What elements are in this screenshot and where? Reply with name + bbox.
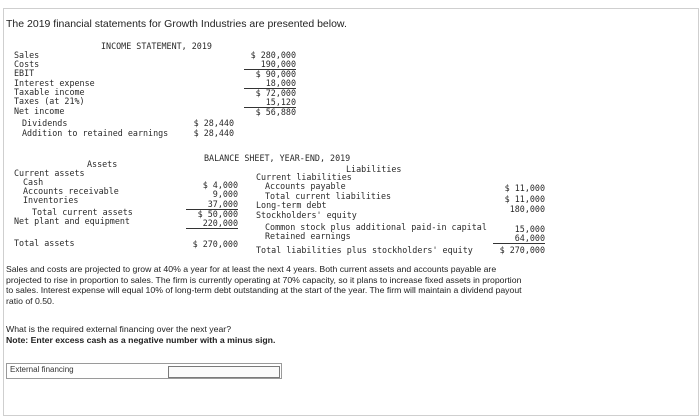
total-current-assets-label: Total current assets [32, 207, 133, 217]
intro-text: The 2019 financial statements for Growth Industries are presented below. [6, 18, 347, 30]
total-assets-value: $ 270,000 [192, 239, 238, 249]
cash-label: Cash [23, 177, 44, 187]
income-label-interest: Interest expense [14, 78, 95, 88]
income-value-net: $ 56,880 [255, 107, 296, 117]
paragraph-line-2: projected to rise in proportion to sales. The firm is currently operating at 70% capacity, so it plans to increase fixed assets in proportion [6, 275, 522, 285]
income-label-net: Net income [14, 106, 65, 116]
income-value-retained: $ 28,440 [193, 128, 234, 138]
assets-header: Assets [87, 159, 118, 169]
total-current-assets-value: $ 50,000 [197, 209, 238, 219]
income-value-interest: 18,000 [244, 79, 296, 89]
income-value-sales: $ 280,000 [250, 50, 296, 60]
net-plant-label: Net plant and equipment [14, 216, 130, 226]
total-current-liabilities-value: $ 11,000 [504, 194, 545, 204]
income-value-costs: 190,000 [244, 60, 296, 70]
long-term-debt-label: Long-term debt [256, 200, 327, 210]
payable-label: Accounts payable [265, 181, 346, 191]
long-term-debt-value: 180,000 [509, 204, 545, 214]
common-stock-label: Common stock plus additional paid-in capital [265, 222, 487, 232]
income-label-taxable: Taxable income [14, 87, 85, 97]
inventories-value: 37,000 [186, 200, 238, 210]
income-label-retained: Addition to retained earnings [22, 128, 169, 138]
receivable-label: Accounts receivable [23, 186, 119, 196]
paragraph-line-4: ratio of 0.50. [6, 296, 55, 306]
income-value-dividends: $ 28,440 [193, 118, 234, 128]
question-text: What is the required external financing over the next year? [6, 324, 232, 334]
liabilities-header: Liabilities [346, 164, 402, 174]
income-label-ebit: EBIT [14, 68, 35, 78]
paragraph-line-1: Sales and costs are projected to grow at 40% a year for at least the next 4 years. Both current assets and accounts payable are [6, 264, 497, 274]
income-label-costs: Costs [14, 59, 40, 69]
total-liabilities-value: $ 270,000 [499, 245, 545, 255]
external-financing-row [6, 363, 282, 379]
current-liabilities-label: Current liabilities [256, 172, 352, 182]
paragraph-line-3: to sales. Interest expense will equal 10% of long-term debt outstanding at the start of the year. The firm will maintain a dividend payout [6, 285, 522, 295]
total-assets-label: Total assets [14, 238, 75, 248]
income-label-sales: Sales [14, 50, 40, 60]
retained-earnings-label: Retained earnings [265, 231, 351, 241]
income-value-taxable: $ 72,000 [255, 88, 296, 98]
income-value-ebit: $ 90,000 [255, 69, 296, 79]
total-liabilities-label: Total liabilities plus stockholders' equity [256, 245, 473, 255]
equity-label: Stockholders' equity [256, 210, 357, 220]
total-current-liabilities-label: Total current liabilities [265, 191, 392, 201]
external-financing-input[interactable] [168, 366, 280, 378]
income-label-dividends: Dividends [22, 118, 68, 128]
income-statement-title: INCOME STATEMENT, 2019 [101, 41, 212, 51]
inventories-label: Inventories [23, 195, 79, 205]
income-label-taxes: Taxes (at 21%) [14, 96, 85, 106]
external-financing-label: External financing [10, 365, 74, 374]
payable-value: $ 11,000 [504, 183, 545, 193]
receivable-value: 9,000 [212, 189, 238, 199]
note-text: Note: Enter excess cash as a negative number with a minus sign. [6, 335, 276, 345]
cash-value: $ 4,000 [202, 180, 238, 190]
income-value-taxes: 15,120 [244, 98, 296, 108]
balance-sheet-title: BALANCE SHEET, YEAR-END, 2019 [204, 153, 351, 163]
current-assets-label: Current assets [14, 168, 85, 178]
retained-earnings-value: 64,000 [493, 234, 545, 244]
common-stock-value: 15,000 [514, 224, 545, 234]
net-plant-value: 220,000 [186, 219, 238, 229]
